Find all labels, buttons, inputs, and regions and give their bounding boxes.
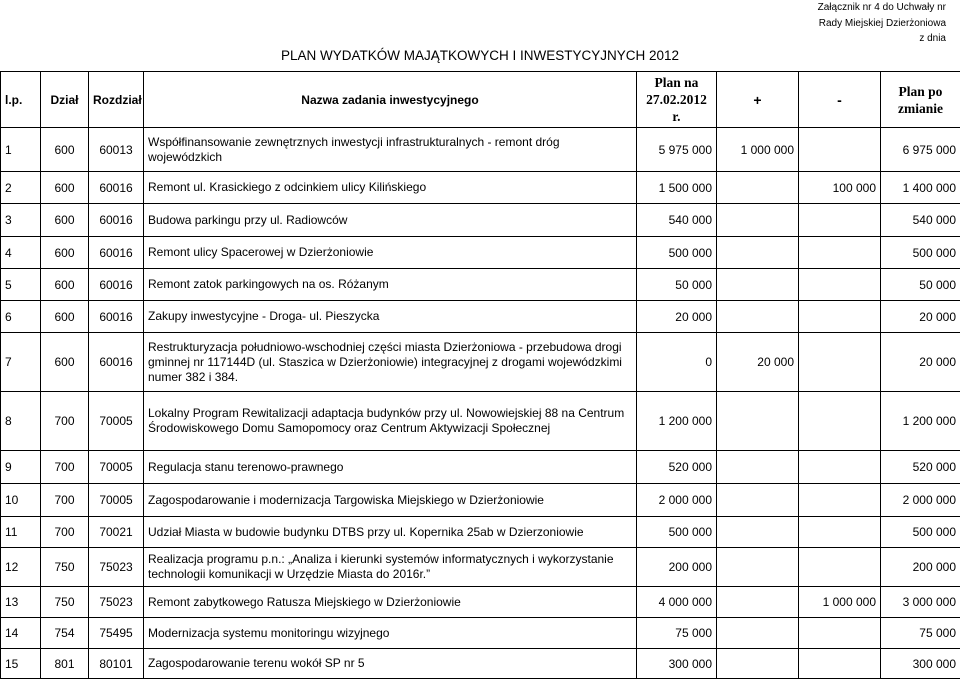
- cell-plan: 520 000: [637, 451, 717, 484]
- table-row: [1, 587, 960, 618]
- cell-plus: [717, 451, 799, 484]
- cell-dzial: 700: [41, 451, 89, 484]
- cell-lp: 11: [1, 517, 41, 548]
- cell-dzial: 600: [41, 204, 89, 237]
- table-row: [1, 128, 960, 172]
- cell-nazwa: Zagospodarowanie terenu wokół SP nr 5: [144, 649, 637, 679]
- cell-minus: [799, 301, 881, 333]
- cell-rozdzial: 70021: [89, 517, 144, 548]
- cell-minus: [799, 618, 881, 649]
- cell-po-zmianie: 20 000: [881, 333, 960, 392]
- cell-lp: 6: [1, 301, 41, 333]
- cell-nazwa: Budowa parkingu przy ul. Radiowców: [144, 204, 637, 237]
- cell-nazwa: Remont zatok parkingowych na os. Różanym: [144, 269, 637, 301]
- cell-plan: 200 000: [637, 548, 717, 587]
- cell-po-zmianie: 500 000: [881, 517, 960, 548]
- cell-lp: 15: [1, 649, 41, 679]
- cell-po-zmianie: 75 000: [881, 618, 960, 649]
- cell-lp: 2: [1, 172, 41, 204]
- cell-dzial: 600: [41, 301, 89, 333]
- cell-nazwa: Modernizacja systemu monitoringu wizyjnego: [144, 618, 637, 649]
- col-header-rozdzial: Rozdział: [89, 72, 144, 128]
- cell-plan: 20 000: [637, 301, 717, 333]
- cell-plan: 1 500 000: [637, 172, 717, 204]
- cell-rozdzial: 70005: [89, 392, 144, 451]
- table-row: [1, 618, 960, 649]
- col-header-dzial: Dział: [41, 72, 89, 128]
- cell-nazwa: Lokalny Program Rewitalizacji adaptacja budynków przy ul. Nowowiejskiej 88 na Centrum Środowiskowego Domu Samopomocy oraz Centrum Aktywizacji Społecznej: [144, 392, 637, 451]
- attachment-line-1: Załącznik nr 4 do Uchwały nr: [818, 0, 946, 16]
- cell-plus: [717, 587, 799, 618]
- cell-plan: 540 000: [637, 204, 717, 237]
- table-row: [1, 649, 960, 679]
- col-header-po-zmianie: Plan po zmianie: [881, 72, 960, 128]
- cell-plus: 20 000: [717, 333, 799, 392]
- table-header-row: [1, 72, 960, 128]
- cell-minus: [799, 204, 881, 237]
- cell-rozdzial: 75023: [89, 548, 144, 587]
- cell-dzial: 600: [41, 128, 89, 172]
- cell-plus: [717, 269, 799, 301]
- cell-po-zmianie: 540 000: [881, 204, 960, 237]
- cell-dzial: 700: [41, 392, 89, 451]
- cell-po-zmianie: 2 000 000: [881, 484, 960, 517]
- cell-dzial: 700: [41, 517, 89, 548]
- cell-plus: [717, 484, 799, 517]
- cell-lp: 13: [1, 587, 41, 618]
- cell-dzial: 750: [41, 548, 89, 587]
- table-row: [1, 172, 960, 204]
- cell-po-zmianie: 1 400 000: [881, 172, 960, 204]
- cell-plus: [717, 618, 799, 649]
- cell-lp: 14: [1, 618, 41, 649]
- cell-rozdzial: 60016: [89, 333, 144, 392]
- cell-plus: [717, 649, 799, 679]
- cell-nazwa: Udział Miasta w budowie budynku DTBS przy ul. Kopernika 25ab w Dzierzoniowie: [144, 517, 637, 548]
- cell-minus: [799, 548, 881, 587]
- cell-po-zmianie: 300 000: [881, 649, 960, 679]
- cell-plus: [717, 548, 799, 587]
- cell-plus: [717, 172, 799, 204]
- cell-lp: 10: [1, 484, 41, 517]
- cell-minus: [799, 517, 881, 548]
- cell-nazwa: Restrukturyzacja południowo-wschodniej części miasta Dzierżoniowa - przebudowa drogi gminnej nr 117144D (ul. Staszica w Dzierżoniowie) integracyjnej z drogami wojewódzkimi numer 382 i 384.: [144, 333, 637, 392]
- cell-nazwa: Remont ul. Krasickiego z odcinkiem ulicy Kilińskiego: [144, 172, 637, 204]
- cell-dzial: 750: [41, 587, 89, 618]
- cell-po-zmianie: 200 000: [881, 548, 960, 587]
- table-row: [1, 301, 960, 333]
- cell-rozdzial: 60013: [89, 128, 144, 172]
- cell-po-zmianie: 20 000: [881, 301, 960, 333]
- cell-minus: 100 000: [799, 172, 881, 204]
- cell-rozdzial: 60016: [89, 269, 144, 301]
- cell-minus: [799, 451, 881, 484]
- cell-minus: [799, 269, 881, 301]
- cell-nazwa: Zagospodarowanie i modernizacja Targowiska Miejskiego w Dzierżoniowie: [144, 484, 637, 517]
- cell-lp: 7: [1, 333, 41, 392]
- table-row: [1, 517, 960, 548]
- cell-plan: 50 000: [637, 269, 717, 301]
- cell-lp: 9: [1, 451, 41, 484]
- cell-plan: 75 000: [637, 618, 717, 649]
- col-header-lp: l.p.: [1, 72, 41, 128]
- cell-po-zmianie: 500 000: [881, 237, 960, 269]
- cell-plus: [717, 237, 799, 269]
- cell-minus: [799, 237, 881, 269]
- cell-plan: 500 000: [637, 237, 717, 269]
- cell-minus: [799, 392, 881, 451]
- cell-lp: 3: [1, 204, 41, 237]
- investment-plan-table: [0, 71, 960, 679]
- cell-po-zmianie: 1 200 000: [881, 392, 960, 451]
- cell-dzial: 600: [41, 172, 89, 204]
- cell-lp: 1: [1, 128, 41, 172]
- cell-rozdzial: 60016: [89, 237, 144, 269]
- cell-plan: 1 200 000: [637, 392, 717, 451]
- cell-dzial: 700: [41, 484, 89, 517]
- cell-plan: 0: [637, 333, 717, 392]
- table-row: [1, 333, 960, 392]
- cell-plan: 500 000: [637, 517, 717, 548]
- cell-plan: 2 000 000: [637, 484, 717, 517]
- cell-nazwa: Remont ulicy Spacerowej w Dzierżoniowie: [144, 237, 637, 269]
- cell-dzial: 801: [41, 649, 89, 679]
- cell-rozdzial: 80101: [89, 649, 144, 679]
- cell-po-zmianie: 3 000 000: [881, 587, 960, 618]
- cell-rozdzial: 60016: [89, 301, 144, 333]
- cell-nazwa: Zakupy inwestycyjne - Droga- ul. Pieszycka: [144, 301, 637, 333]
- cell-rozdzial: 60016: [89, 172, 144, 204]
- cell-rozdzial: 70005: [89, 484, 144, 517]
- cell-plus: [717, 204, 799, 237]
- cell-dzial: 600: [41, 269, 89, 301]
- cell-plus: 1 000 000: [717, 128, 799, 172]
- cell-po-zmianie: 50 000: [881, 269, 960, 301]
- attachment-note: [818, 0, 946, 47]
- table-row: [1, 392, 960, 451]
- cell-plus: [717, 301, 799, 333]
- cell-minus: [799, 128, 881, 172]
- cell-po-zmianie: 520 000: [881, 451, 960, 484]
- cell-plus: [717, 392, 799, 451]
- col-header-nazwa: Nazwa zadania inwestycyjnego: [144, 72, 637, 128]
- cell-plan: 300 000: [637, 649, 717, 679]
- table-row: [1, 548, 960, 587]
- cell-lp: 4: [1, 237, 41, 269]
- table-row: [1, 269, 960, 301]
- col-header-plan: Plan na 27.02.2012 r.: [637, 72, 717, 128]
- table-row: [1, 451, 960, 484]
- table-row: [1, 484, 960, 517]
- cell-dzial: 600: [41, 237, 89, 269]
- cell-dzial: 754: [41, 618, 89, 649]
- cell-minus: [799, 333, 881, 392]
- document-title: PLAN WYDATKÓW MAJĄTKOWYCH I INWESTYCYJNYCH 2012: [0, 48, 960, 63]
- cell-nazwa: Remont zabytkowego Ratusza Miejskiego w Dzierżoniowie: [144, 587, 637, 618]
- cell-plus: [717, 517, 799, 548]
- attachment-line-2: Rady Miejskiej Dzierżoniowa: [818, 16, 946, 32]
- cell-lp: 5: [1, 269, 41, 301]
- cell-nazwa: Realizacja programu p.n.: „Analiza i kierunki systemów informatycznych i wykorzystanie technologii komunikacji w Urzędzie Miasta do 2016r.”: [144, 548, 637, 587]
- col-header-plus: +: [717, 72, 799, 128]
- cell-rozdzial: 75495: [89, 618, 144, 649]
- cell-rozdzial: 70005: [89, 451, 144, 484]
- cell-po-zmianie: 6 975 000: [881, 128, 960, 172]
- cell-plan: 4 000 000: [637, 587, 717, 618]
- cell-lp: 8: [1, 392, 41, 451]
- cell-plan: 5 975 000: [637, 128, 717, 172]
- attachment-line-3: z dnia: [818, 31, 946, 47]
- table-row: [1, 204, 960, 237]
- cell-nazwa: Współfinansowanie zewnętrznych inwestycji infrastrukturalnych - remont dróg wojewódzkich: [144, 128, 637, 172]
- cell-dzial: 600: [41, 333, 89, 392]
- cell-rozdzial: 60016: [89, 204, 144, 237]
- cell-minus: 1 000 000: [799, 587, 881, 618]
- cell-minus: [799, 649, 881, 679]
- table-row: [1, 237, 960, 269]
- cell-lp: 12: [1, 548, 41, 587]
- cell-nazwa: Regulacja stanu terenowo-prawnego: [144, 451, 637, 484]
- col-header-minus: -: [799, 72, 881, 128]
- cell-minus: [799, 484, 881, 517]
- cell-rozdzial: 75023: [89, 587, 144, 618]
